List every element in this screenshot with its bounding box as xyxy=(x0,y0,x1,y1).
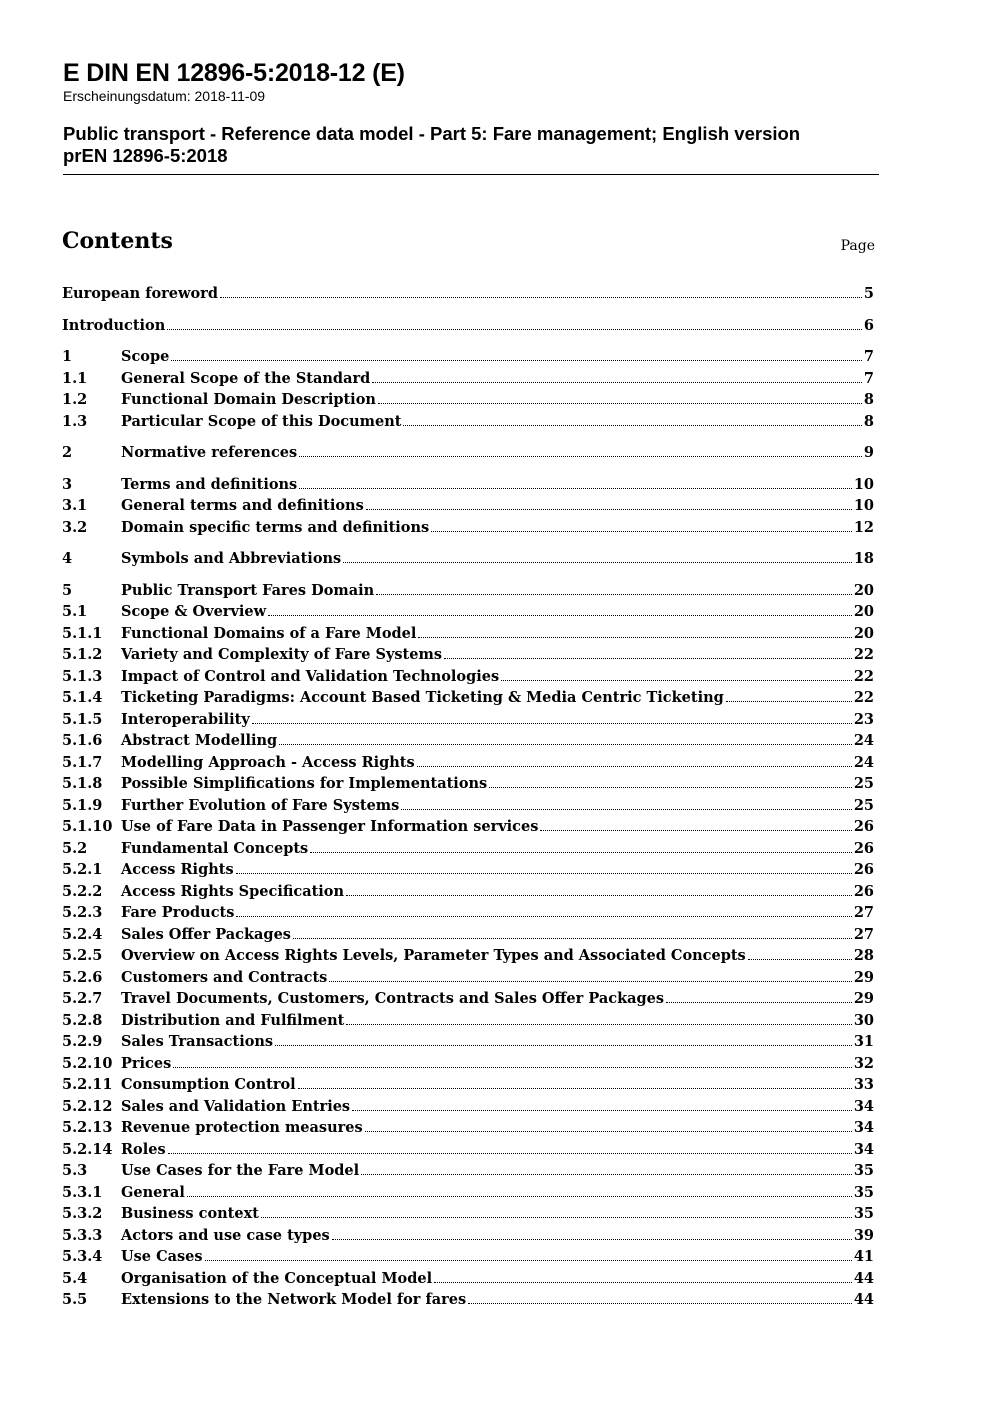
toc-entry[interactable] xyxy=(62,1246,874,1268)
toc-entry-title: Scope xyxy=(121,348,170,365)
toc-entry-title: Sales and Validation Entries xyxy=(121,1098,351,1115)
toc-dot-leader xyxy=(401,795,852,810)
toc-entry-number: 5.2.10 xyxy=(62,1055,113,1072)
toc-entry[interactable] xyxy=(62,1031,874,1053)
toc-entry-number: 1.3 xyxy=(62,413,88,430)
toc-dot-leader xyxy=(365,1117,852,1132)
toc-entry-title: Variety and Complexity of Fare Systems xyxy=(121,646,442,663)
toc-dot-leader xyxy=(298,1074,852,1089)
toc-entry-title: Public Transport Fares Domain xyxy=(121,582,375,599)
toc-dot-leader xyxy=(489,773,852,788)
toc-entry-title: Ticketing Paradigms: Account Based Ticketing & Media Centric Ticketing xyxy=(121,689,724,706)
document-title-line1: Public transport - Reference data model - Part 5: Fare management; English version xyxy=(63,123,801,144)
toc-entry-page: 10 xyxy=(853,476,874,493)
toc-entry[interactable] xyxy=(62,644,874,666)
toc-dot-leader xyxy=(329,967,851,982)
toc-dot-leader xyxy=(279,730,852,745)
toc-entry-page: 22 xyxy=(853,689,874,706)
toc-entry[interactable] xyxy=(62,752,874,774)
toc-entry-page: 44 xyxy=(853,1270,874,1287)
toc-entry[interactable] xyxy=(62,988,874,1010)
toc-entry-title: Domain specific terms and definitions xyxy=(121,519,430,536)
toc-entry-page: 32 xyxy=(853,1055,874,1072)
toc-entry-number: 5.3.3 xyxy=(62,1227,103,1244)
contents-heading-row xyxy=(62,228,875,254)
toc-entry-title: Normative references xyxy=(121,444,298,461)
toc-entry-page: 31 xyxy=(853,1033,874,1050)
toc-entry-title: Use of Fare Data in Passenger Information services xyxy=(121,818,539,835)
toc-dot-leader xyxy=(501,666,852,681)
toc-entry-title: Sales Offer Packages xyxy=(121,926,291,943)
toc-entry-title: Interoperability xyxy=(121,711,250,728)
toc-entry-page: 8 xyxy=(863,391,874,408)
toc-dot-leader xyxy=(361,1160,852,1175)
toc-entry-title: Impact of Control and Validation Technologies xyxy=(121,668,500,685)
toc-entry-page: 7 xyxy=(863,348,874,365)
toc-entry[interactable] xyxy=(62,1117,874,1139)
document-header xyxy=(63,58,879,167)
page-column-label: Page xyxy=(840,238,875,254)
toc-entry-number: 5.1.10 xyxy=(62,818,113,835)
toc-entry-number: 5.2.9 xyxy=(62,1033,103,1050)
toc-entry-number: 1.2 xyxy=(62,391,88,408)
toc-entry-title: Access Rights Specification xyxy=(121,883,345,900)
toc-entry-title: Customers and Contracts xyxy=(121,969,328,986)
toc-entry[interactable] xyxy=(62,859,874,881)
toc-entry-number: 5.1.7 xyxy=(62,754,103,771)
toc-dot-leader xyxy=(299,442,862,457)
toc-dot-leader xyxy=(468,1289,852,1304)
toc-dot-leader xyxy=(205,1246,852,1261)
toc-entry[interactable] xyxy=(62,924,874,946)
toc-entry-title: Sales Transactions xyxy=(121,1033,274,1050)
toc-entry-number: 3.1 xyxy=(62,497,88,514)
toc-entry-title: Overview on Access Rights Levels, Parameter Types and Associated Concepts xyxy=(121,947,746,964)
toc-entry-number: 5.1.1 xyxy=(62,625,103,642)
toc-dot-leader xyxy=(346,1010,851,1025)
toc-entry[interactable] xyxy=(62,315,874,337)
toc-entry-number: 5.2.5 xyxy=(62,947,103,964)
toc-entry-number: 5.1.8 xyxy=(62,775,103,792)
toc-dot-leader xyxy=(252,709,852,724)
toc-dot-leader xyxy=(352,1096,852,1111)
toc-entry-page: 24 xyxy=(853,754,874,771)
toc-entry-number: 5.2.14 xyxy=(62,1141,113,1158)
toc-entry-title: Use Cases for the Fare Model xyxy=(121,1162,360,1179)
header-divider xyxy=(63,174,879,175)
toc-entry[interactable] xyxy=(62,1096,874,1118)
toc-dot-leader xyxy=(293,924,852,939)
toc-entry-title: European foreword xyxy=(62,285,218,302)
toc-entry[interactable] xyxy=(62,773,874,795)
toc-entry-title: Consumption Control xyxy=(121,1076,296,1093)
toc-entry-title: Fundamental Concepts xyxy=(121,840,309,857)
toc-entry[interactable] xyxy=(62,1053,874,1075)
toc-dot-leader xyxy=(171,346,862,361)
toc-entry-title: Possible Simplifications for Implementations xyxy=(121,775,488,792)
toc-entry-number: 5.3.1 xyxy=(62,1184,103,1201)
toc-entry-page: 26 xyxy=(853,818,874,835)
toc-dot-leader xyxy=(540,816,851,831)
toc-entry[interactable] xyxy=(62,548,874,570)
toc-entry[interactable] xyxy=(62,411,874,433)
toc-entry[interactable] xyxy=(62,709,874,731)
toc-entry[interactable] xyxy=(62,580,874,602)
toc-entry-page: 6 xyxy=(863,317,874,334)
toc-entry[interactable] xyxy=(62,1139,874,1161)
toc-entry-number: 5.1.2 xyxy=(62,646,103,663)
toc-entry-number: 5.2.8 xyxy=(62,1012,103,1029)
toc-entry-title: Introduction xyxy=(62,317,166,334)
toc-entry-page: 29 xyxy=(853,990,874,1007)
toc-entry-page: 34 xyxy=(853,1098,874,1115)
toc-entry[interactable] xyxy=(62,1289,874,1311)
toc-entry-page: 23 xyxy=(853,711,874,728)
toc-entry-title: Scope & Overview xyxy=(121,603,267,620)
toc-entry[interactable] xyxy=(62,1268,874,1290)
toc-entry-title: Roles xyxy=(121,1141,166,1158)
toc-dot-leader xyxy=(748,945,852,960)
toc-entry[interactable] xyxy=(62,1225,874,1247)
toc-entry-title: Access Rights xyxy=(121,861,234,878)
toc-entry-title: Functional Domains of a Fare Model xyxy=(121,625,417,642)
toc-dot-leader xyxy=(346,881,852,896)
toc-entry-title: Actors and use case types xyxy=(121,1227,330,1244)
toc-entry[interactable] xyxy=(62,945,874,967)
toc-entry[interactable] xyxy=(62,601,874,623)
toc-entry[interactable] xyxy=(62,346,874,368)
toc-entry-page: 5 xyxy=(863,285,874,302)
toc-entry-number: 5.2.6 xyxy=(62,969,103,986)
toc-dot-leader xyxy=(372,368,862,383)
toc-entry-number: 5.2.1 xyxy=(62,861,103,878)
toc-entry-title: General terms and definitions xyxy=(121,497,364,514)
toc-entry[interactable] xyxy=(62,1010,874,1032)
toc-entry-page: 34 xyxy=(853,1141,874,1158)
toc-entry[interactable] xyxy=(62,902,874,924)
toc-entry-number: 1 xyxy=(62,348,73,365)
toc-entry-page: 26 xyxy=(853,861,874,878)
toc-entry-title: Abstract Modelling xyxy=(121,732,278,749)
toc-dot-leader xyxy=(376,580,852,595)
toc-dot-leader xyxy=(220,283,862,298)
toc-entry-page: 24 xyxy=(853,732,874,749)
document-id: E DIN EN 12896-5:2018-12 (E) xyxy=(63,59,405,87)
toc-entry[interactable] xyxy=(62,1160,874,1182)
toc-entry-page: 10 xyxy=(853,497,874,514)
toc-entry-page: 18 xyxy=(853,550,874,567)
toc-entry[interactable] xyxy=(62,881,874,903)
toc-entry-page: 35 xyxy=(853,1205,874,1222)
contents-title: Contents xyxy=(62,228,173,254)
toc-entry[interactable] xyxy=(62,816,874,838)
toc-entry-number: 5.1.4 xyxy=(62,689,103,706)
toc-dot-leader xyxy=(378,389,862,404)
toc-entry-page: 30 xyxy=(853,1012,874,1029)
toc-entry-number: 5.2.12 xyxy=(62,1098,113,1115)
toc-entry[interactable] xyxy=(62,1203,874,1225)
toc-entry-page: 35 xyxy=(853,1162,874,1179)
toc-entry-number: 5.2.11 xyxy=(62,1076,113,1093)
toc-entry-page: 34 xyxy=(853,1119,874,1136)
toc-entry-number: 5 xyxy=(62,582,73,599)
toc-entry-page: 39 xyxy=(853,1227,874,1244)
toc-entry-number: 5.2.13 xyxy=(62,1119,113,1136)
toc-entry-page: 41 xyxy=(853,1248,874,1265)
toc-dot-leader xyxy=(332,1225,852,1240)
toc-dot-leader xyxy=(444,644,852,659)
toc-entry[interactable] xyxy=(62,967,874,989)
toc-entry-page: 25 xyxy=(853,775,874,792)
toc-entry[interactable] xyxy=(62,623,874,645)
toc-entry[interactable] xyxy=(62,838,874,860)
toc-dot-leader xyxy=(310,838,852,853)
toc-entry-number: 5.1.6 xyxy=(62,732,103,749)
toc-entry-page: 22 xyxy=(853,668,874,685)
toc-entry-title: Travel Documents, Customers, Contracts and Sales Offer Packages xyxy=(121,990,665,1007)
toc-entry-title: Business context xyxy=(121,1205,259,1222)
toc-entry-page: 27 xyxy=(853,926,874,943)
toc-entry-title: Distribution and Fulfilment xyxy=(121,1012,345,1029)
document-title xyxy=(63,123,879,167)
toc-entry-page: 44 xyxy=(853,1291,874,1308)
toc-entry-number: 5.2.3 xyxy=(62,904,103,921)
toc-dot-leader xyxy=(268,601,852,616)
toc-entry-number: 5.1.3 xyxy=(62,668,103,685)
toc-entry-title: Use Cases xyxy=(121,1248,203,1265)
toc-dot-leader xyxy=(173,1053,852,1068)
toc-entry[interactable] xyxy=(62,1182,874,1204)
toc-entry-page: 33 xyxy=(853,1076,874,1093)
toc-entry-title: Functional Domain Description xyxy=(121,391,376,408)
toc-entry-page: 26 xyxy=(853,840,874,857)
toc-entry[interactable] xyxy=(62,389,874,411)
toc-entry-page: 12 xyxy=(853,519,874,536)
toc-entry-page: 35 xyxy=(853,1184,874,1201)
toc-entry[interactable] xyxy=(62,730,874,752)
toc-dot-leader xyxy=(299,474,852,489)
toc-entry-title: Extensions to the Network Model for fares xyxy=(121,1291,467,1308)
toc-entry-page: 28 xyxy=(853,947,874,964)
toc-entry-number: 1.1 xyxy=(62,370,88,387)
toc-dot-leader xyxy=(434,1268,852,1283)
toc-dot-leader xyxy=(417,752,852,767)
toc-entry-title: Prices xyxy=(121,1055,172,1072)
toc-dot-leader xyxy=(168,1139,852,1154)
toc-entry-title: Further Evolution of Fare Systems xyxy=(121,797,400,814)
toc-entry-title: Revenue protection measures xyxy=(121,1119,363,1136)
toc-entry-page: 26 xyxy=(853,883,874,900)
toc-entry-number: 3.2 xyxy=(62,519,88,536)
toc-entry[interactable] xyxy=(62,687,874,709)
toc-dot-leader xyxy=(418,623,851,638)
toc-entry-title: General Scope of the Standard xyxy=(121,370,371,387)
toc-entry[interactable] xyxy=(62,495,874,517)
toc-entry-number: 2 xyxy=(62,444,73,461)
toc-entry-title: Organisation of the Conceptual Model xyxy=(121,1270,433,1287)
toc-entry[interactable] xyxy=(62,474,874,496)
toc-entry-page: 20 xyxy=(853,603,874,620)
toc-entry[interactable] xyxy=(62,795,874,817)
toc-entry-title: Symbols and Abbreviations xyxy=(121,550,342,567)
toc-entry-number: 5.2 xyxy=(62,840,88,857)
toc-entry[interactable] xyxy=(62,666,874,688)
toc-dot-leader xyxy=(187,1182,852,1197)
toc-entry[interactable] xyxy=(62,517,874,539)
toc-entry-number: 5.3.4 xyxy=(62,1248,103,1265)
toc-dot-leader xyxy=(343,548,852,563)
toc-entry[interactable] xyxy=(62,1074,874,1096)
toc-entry-page: 20 xyxy=(853,625,874,642)
toc-entry-number: 5.5 xyxy=(62,1291,88,1308)
toc-entry-page: 8 xyxy=(863,413,874,430)
toc-entry-number: 5.2.7 xyxy=(62,990,103,1007)
toc-entry-number: 5.1 xyxy=(62,603,88,620)
toc-entry[interactable] xyxy=(62,442,874,464)
publication-date: Erscheinungsdatum: 2018-11-09 xyxy=(63,88,266,104)
toc-dot-leader xyxy=(275,1031,852,1046)
toc-entry-number: 5.2.4 xyxy=(62,926,103,943)
toc-entry-number: 5.1.9 xyxy=(62,797,103,814)
toc-entry-page: 7 xyxy=(863,370,874,387)
toc-entry-title: Fare Products xyxy=(121,904,235,921)
toc-entry-number: 4 xyxy=(62,550,73,567)
toc-entry-page: 22 xyxy=(853,646,874,663)
toc-entry-title: Modelling Approach - Access Rights xyxy=(121,754,415,771)
toc-dot-leader xyxy=(236,902,851,917)
toc-dot-leader xyxy=(666,988,852,1003)
toc-entry-number: 5.3 xyxy=(62,1162,88,1179)
toc-dot-leader xyxy=(261,1203,852,1218)
toc-entry-page: 20 xyxy=(853,582,874,599)
toc-entry-number: 5.3.2 xyxy=(62,1205,103,1222)
toc-entry-title: General xyxy=(121,1184,185,1201)
toc-entry-number: 3 xyxy=(62,476,73,493)
toc-entry[interactable] xyxy=(62,368,874,390)
toc-entry-page: 9 xyxy=(863,444,874,461)
document-title-line2: prEN 12896-5:2018 xyxy=(63,145,228,166)
toc-dot-leader xyxy=(167,315,862,330)
toc-entry-title: Terms and definitions xyxy=(121,476,298,493)
toc-entry-page: 29 xyxy=(853,969,874,986)
toc-dot-leader xyxy=(431,517,852,532)
toc-entry-number: 5.1.5 xyxy=(62,711,103,728)
toc-dot-leader xyxy=(403,411,861,426)
toc-entry-page: 27 xyxy=(853,904,874,921)
toc-entry-number: 5.2.2 xyxy=(62,883,103,900)
toc-entry-number: 5.4 xyxy=(62,1270,88,1287)
toc-dot-leader xyxy=(236,859,852,874)
toc-entry[interactable] xyxy=(62,283,874,305)
toc-dot-leader xyxy=(366,495,852,510)
toc-dot-leader xyxy=(726,687,852,702)
toc-entry-title: Particular Scope of this Document xyxy=(121,413,402,430)
toc-entry-page: 25 xyxy=(853,797,874,814)
